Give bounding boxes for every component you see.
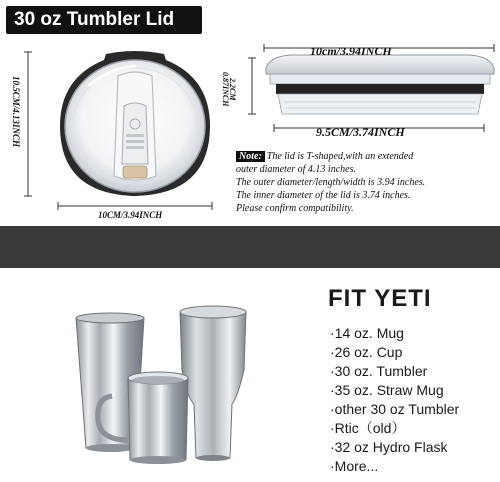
page-title: 30 oz Tumbler Lid xyxy=(6,6,202,34)
lid-bottom-diameter-label: 9.5CM/3.74INCH xyxy=(316,125,405,139)
list-item: ·32 oz Hydro Flask xyxy=(330,439,448,455)
note-line-3: The outer diameter/length/width is 3.94 inches. xyxy=(236,177,426,188)
list-item: ·26 oz. Cup xyxy=(330,344,403,360)
list-item: ·More... xyxy=(330,458,379,474)
divider-band xyxy=(0,226,500,268)
fit-list xyxy=(330,324,459,476)
compatibility-note xyxy=(236,150,498,220)
lid-height-label: 10.5CM/4.13INCH xyxy=(11,76,21,148)
lid-side-view xyxy=(222,22,500,142)
note-line-1: Note: The lid is T-shaped,with an extended xyxy=(236,150,498,163)
list-item: ·other 30 oz Tumbler xyxy=(330,401,460,417)
note-tag: Note: xyxy=(236,151,265,162)
note-line-5: Please confirm compatibility. xyxy=(236,203,354,214)
note-line-2: outer diameter of 4.13 inches. xyxy=(236,164,356,175)
lid-side-illustration xyxy=(222,22,500,142)
lid-thickness-inch-label: 0.87INCH xyxy=(221,72,230,107)
lid-top-view xyxy=(10,46,220,226)
list-item: ·35 oz. Straw Mug xyxy=(330,382,444,398)
cups-illustration xyxy=(62,300,262,470)
list-item: ·Rtic（old） xyxy=(330,420,406,436)
fit-title: FIT YETI xyxy=(328,285,432,312)
list-item: ·30 oz. Tumbler xyxy=(330,363,428,379)
lid-top-diameter-label: 10cm/3.94INCH xyxy=(310,44,392,58)
note-line-4: The inner diameter of the lid is 3.74 inches. xyxy=(236,190,411,201)
list-item: ·14 oz. Mug xyxy=(330,325,404,341)
lid-thickness-cm-label: 2.2CM xyxy=(228,78,237,101)
lid-top-illustration xyxy=(10,46,220,226)
stainless-cups xyxy=(62,300,262,470)
lid-width-label: 10CM/3.94INCH xyxy=(98,210,163,220)
